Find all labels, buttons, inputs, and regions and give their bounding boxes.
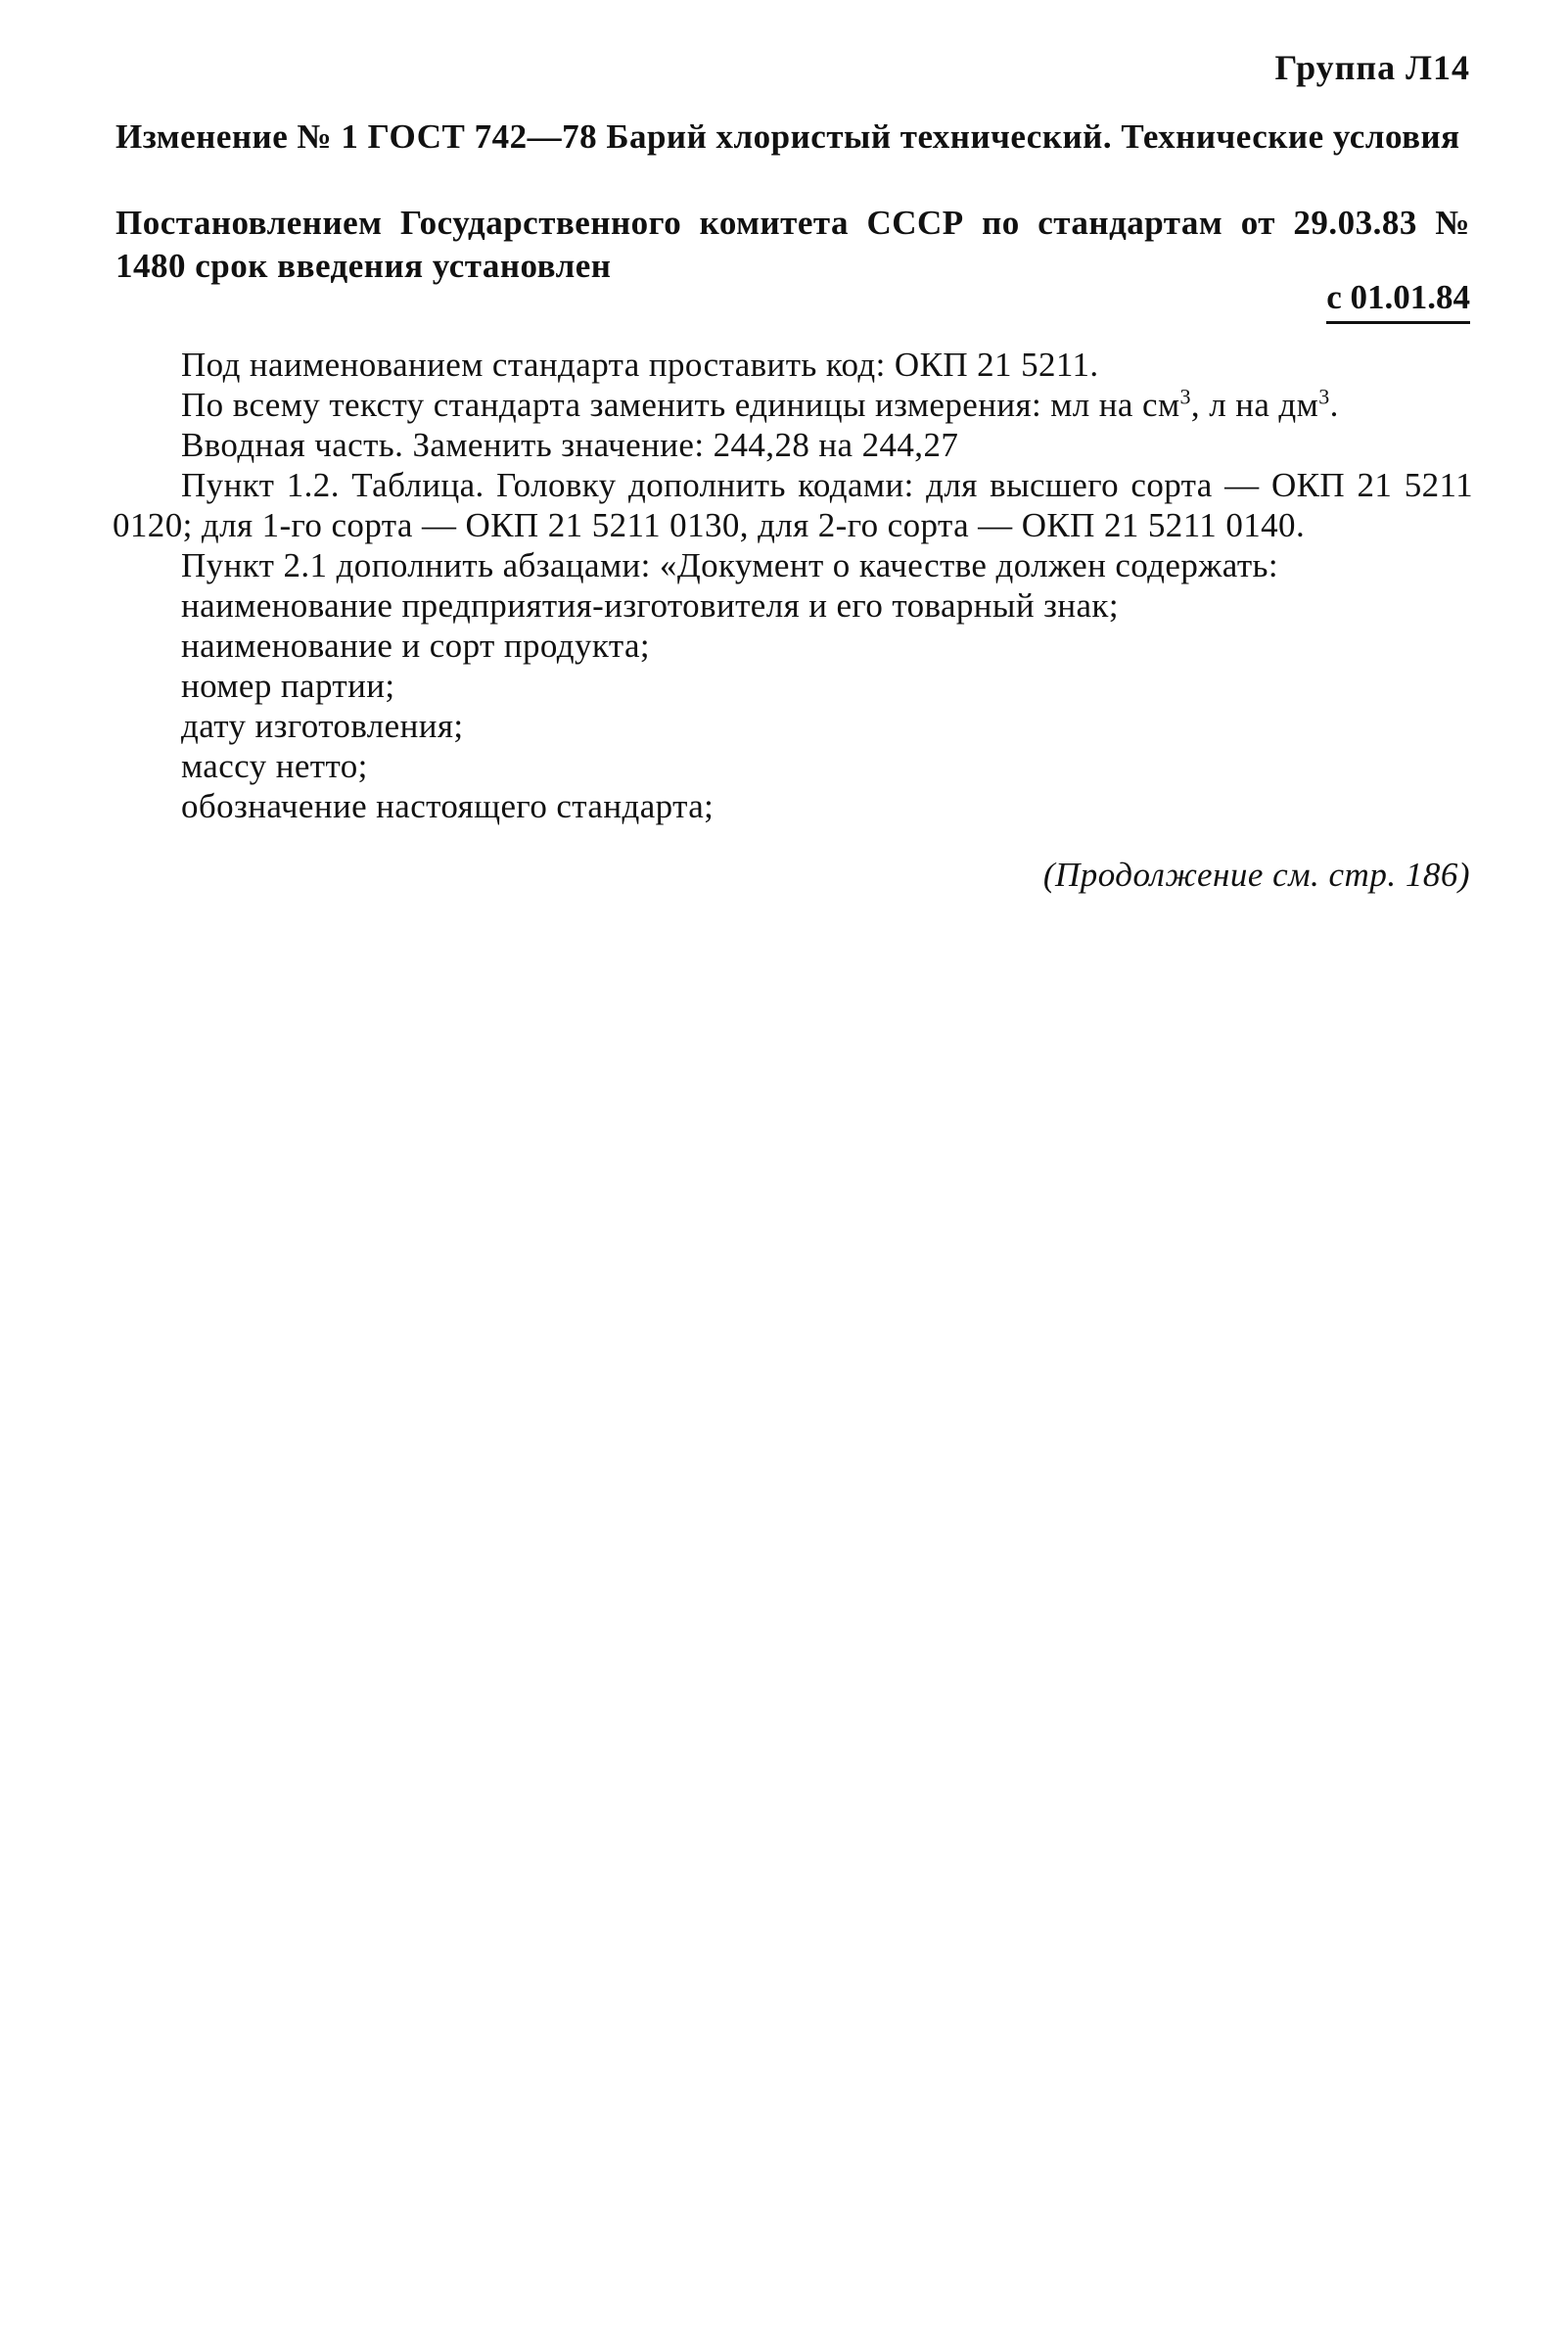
list-item: обозначение настоящего стандарта; [181,787,715,825]
list-item: массу нетто; [181,747,368,785]
units-text-3: . [1329,386,1339,424]
change-title: Изменение № 1 ГОСТ 742—78 Барий хлористый технический. Технические условия [115,117,1460,156]
units-sup-2: 3 [1318,384,1330,409]
units-text-2: , л на дм [1190,386,1319,424]
list-item: дату изготовления; [181,707,464,745]
units-text-1: По всему тексту стандарта заменить единицы измерения: мл на см [181,386,1180,424]
paragraph-quality-doc: Пункт 2.1 дополнить абзацами: «Документ о качестве должен содержать: [181,546,1279,584]
continuation-note: (Продолжение см. стр. 186) [1042,856,1470,894]
list-item: наименование и сорт продукта; [181,627,651,665]
paragraph-okp-code: Под наименованием стандарта проставить код: ОКП 21 5211. [181,346,1099,384]
body-text [113,345,1473,826]
list-item: наименование предприятия-изготовителя и его товарный знак; [181,586,1119,625]
paragraph-intro-value: Вводная часть. Заменить значение: 244,28 на 244,27 [181,426,959,464]
list-item: номер партии; [181,667,395,705]
units-sup-1: 3 [1179,384,1191,409]
group-label: Группа Л14 [1274,48,1470,87]
paragraph-units [113,385,1473,425]
intro-date: с 01.01.84 [1326,276,1470,324]
paragraph-table-codes: Пункт 1.2. Таблица. Головку дополнить кодами: для высшего сорта — ОКП 21 5211 0120; для 1-го сорта — ОКП 21 5211 0130, для 2-го сорта — ОКП 21 5211 0140. [113,466,1473,544]
decree-text: Постановлением Государственного комитета СССР по стандартам от 29.03.83 № 1480 срок введения установлен [115,204,1470,285]
